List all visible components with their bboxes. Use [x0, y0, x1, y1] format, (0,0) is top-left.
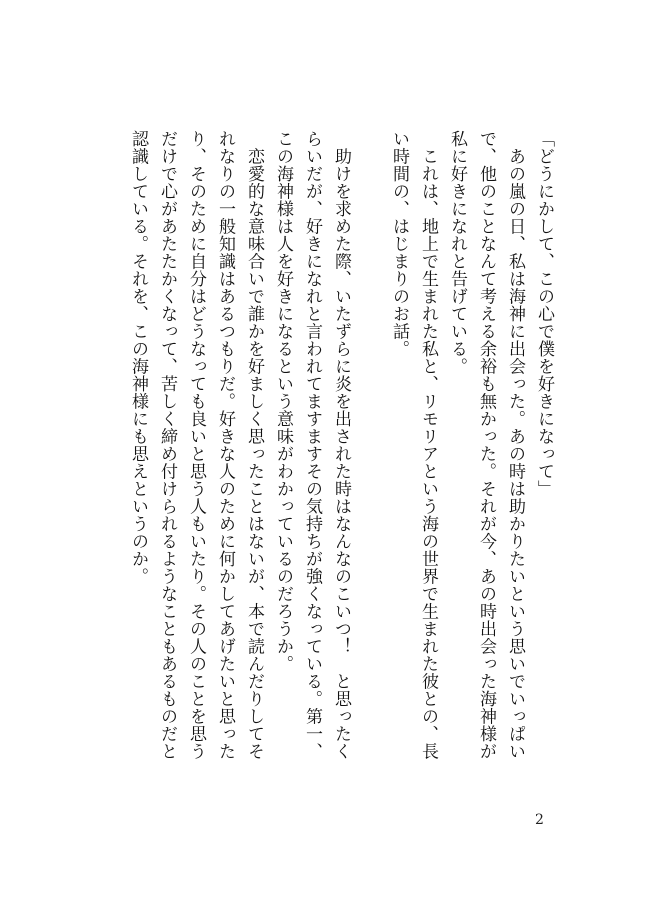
- text-line: この海神様は人を好きになるという意味がわかっているのだろうか。: [273, 130, 293, 673]
- text-line: れなりの一般知識はあるつもりだ。好きな人のために何かしてあげたいと思った: [215, 130, 235, 760]
- text-line: 私に好きになれと告げている。: [447, 130, 467, 375]
- page-number: 2: [535, 812, 544, 828]
- text-line: らいだが、好きになれと言われてますますその気持ちが強くなっている。第一、: [302, 130, 322, 760]
- text-line: り、そのために自分はどうなっても良いと思う人もいたり。その人のことを思う: [186, 130, 206, 760]
- text-line: 「どうにかして、この心で僕を好きになって」: [534, 130, 554, 498]
- text-line: 恋愛的な意味合いで誰かを好ましく思ったことはないが、本で読んだりしてそ: [244, 130, 264, 760]
- text-line: だけで心があたたかくなって、苦しく締め付けられるようなこともあるものだと: [157, 130, 177, 760]
- text-line: あの嵐の日、私は海神に出会った。あの時は助かりたいという思いでいっぱい: [505, 130, 525, 760]
- text-line: 助けを求めた際、いたずらに炎を出された時はなんなのこいつ！ と思ったく: [331, 130, 351, 760]
- vertical-text-body: [123, 130, 558, 790]
- text-line: これは、地上で生まれた私と、リモリアという海の世界で生まれた彼との、長: [418, 130, 438, 760]
- text-line: い時間の、はじまりのお話。: [389, 130, 409, 358]
- text-line: 認識している。それを、この海神様にも思えというのか。: [128, 130, 148, 585]
- text-line: で、他のことなんて考える余裕も無かった。それが今、あの時出会った海神様が: [476, 130, 496, 760]
- paragraph-gap: [355, 130, 384, 790]
